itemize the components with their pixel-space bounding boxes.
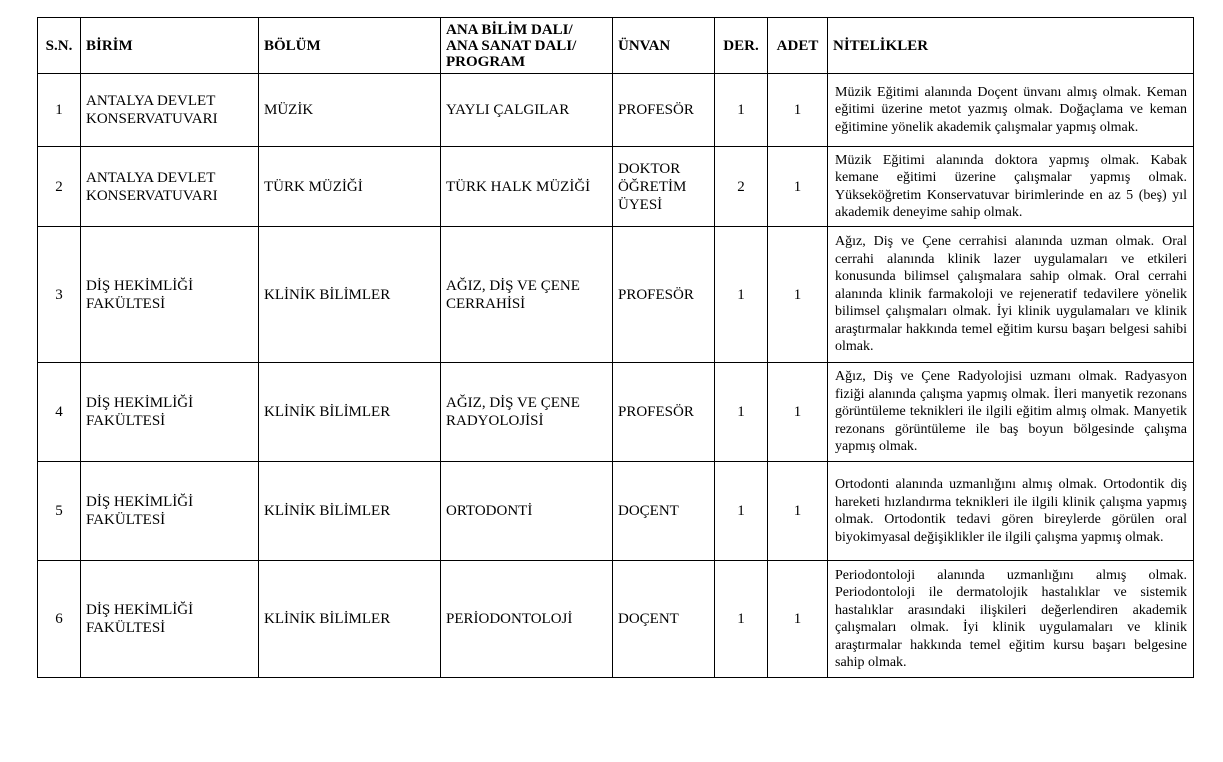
cell-sn: 6 — [38, 561, 81, 678]
cell-sn: 4 — [38, 363, 81, 462]
cell-der: 2 — [715, 147, 768, 227]
cell-bolum: KLİNİK BİLİMLER — [259, 561, 441, 678]
header-nitelikler: NİTELİKLER — [828, 18, 1194, 74]
cell-adet: 1 — [768, 74, 828, 147]
cell-nitelikler: Periodontoloji alanında uzmanlığını almış olmak. Periodontoloji ile dermatolojik hastalıklar ve sistemik hastalıklar arasındaki ilişkileri değerlendiren akademik çalışmaları olmak. İyi klinik uygulamaları ve klinik araştırmalar hakkında temel eğitim kursu başarı belgesine sahip olmak. — [828, 561, 1194, 678]
table-row — [38, 227, 1194, 363]
header-der: DER. — [715, 18, 768, 74]
cell-birim: ANTALYA DEVLET KONSERVATUVARI — [81, 147, 259, 227]
header-ana-bilim-dali: ANA BİLİM DALI/ ANA SANAT DALI/ PROGRAM — [441, 18, 613, 74]
cell-sn: 3 — [38, 227, 81, 363]
cell-nitelikler: Ortodonti alanında uzmanlığını almış olmak. Ortodontik diş hareketi hızlandırma teknikleri ile ilgili klinik çalışma yapmış olmak. Ortodontik tedavi gören bireylerde görülen oral biyokimyasal değişiklikler ile ilgili çalışma yapmış olmak. — [828, 462, 1194, 561]
header-adet: ADET — [768, 18, 828, 74]
cell-ana-bilim-dali: ORTODONTİ — [441, 462, 613, 561]
cell-ana-bilim-dali: YAYLI ÇALGILAR — [441, 74, 613, 147]
table-header-row — [38, 18, 1194, 74]
cell-der: 1 — [715, 462, 768, 561]
table-row — [38, 363, 1194, 462]
cell-der: 1 — [715, 227, 768, 363]
cell-sn: 5 — [38, 462, 81, 561]
cell-adet: 1 — [768, 147, 828, 227]
cell-adet: 1 — [768, 227, 828, 363]
cell-nitelikler: Ağız, Diş ve Çene cerrahisi alanında uzman olmak. Oral cerrahi alanında klinik lazer uygulamaları ve etkileri konusunda bilimsel çalışmalara sahip olmak. Oral cerrahi alanında klinik farmakoloji ve rejeneratif tedavilere yönelik bilimsel çalışmaları olmak. İyi klinik uygulamaları ve klinik araştırmalar hakkında temel eğitim kursu başarı belgesi sahibi olmak. — [828, 227, 1194, 363]
cell-unvan: DOÇENT — [613, 462, 715, 561]
cell-der: 1 — [715, 74, 768, 147]
table-row — [38, 462, 1194, 561]
header-bolum: BÖLÜM — [259, 18, 441, 74]
cell-unvan: DOKTOR ÖĞRETİM ÜYESİ — [613, 147, 715, 227]
cell-ana-bilim-dali: AĞIZ, DİŞ VE ÇENE CERRAHİSİ — [441, 227, 613, 363]
cell-adet: 1 — [768, 561, 828, 678]
cell-bolum: TÜRK MÜZİĞİ — [259, 147, 441, 227]
table-row — [38, 561, 1194, 678]
cell-bolum: KLİNİK BİLİMLER — [259, 227, 441, 363]
cell-nitelikler: Müzik Eğitimi alanında doktora yapmış olmak. Kabak kemane eğitimi üzerine çalışmalar yapmış olmak. Yükseköğretim Konservatuvar birimlerinde en az 5 (beş) yıl akademik deneyime sahip olmak. — [828, 147, 1194, 227]
table-row — [38, 147, 1194, 227]
cell-birim: DİŞ HEKİMLİĞİ FAKÜLTESİ — [81, 462, 259, 561]
cell-der: 1 — [715, 363, 768, 462]
cell-birim: DİŞ HEKİMLİĞİ FAKÜLTESİ — [81, 363, 259, 462]
cell-birim: DİŞ HEKİMLİĞİ FAKÜLTESİ — [81, 227, 259, 363]
header-sn: S.N. — [38, 18, 81, 74]
cell-birim: DİŞ HEKİMLİĞİ FAKÜLTESİ — [81, 561, 259, 678]
cell-unvan: PROFESÖR — [613, 227, 715, 363]
cell-nitelikler: Ağız, Diş ve Çene Radyolojisi uzmanı olmak. Radyasyon fiziği alanında çalışma yapmış olmak. İleri manyetik rezonans görüntüleme teknikleri ile ilgili eğitim almış olmak. Manyetik rezonans görüntüleme ile baş boyun bölgesinde çalışma yapmış olmak. — [828, 363, 1194, 462]
cell-bolum: MÜZİK — [259, 74, 441, 147]
cell-der: 1 — [715, 561, 768, 678]
positions-table — [37, 17, 1194, 678]
cell-unvan: PROFESÖR — [613, 363, 715, 462]
cell-sn: 1 — [38, 74, 81, 147]
cell-sn: 2 — [38, 147, 81, 227]
cell-unvan: PROFESÖR — [613, 74, 715, 147]
cell-adet: 1 — [768, 462, 828, 561]
cell-unvan: DOÇENT — [613, 561, 715, 678]
cell-ana-bilim-dali: PERİODONTOLOJİ — [441, 561, 613, 678]
cell-bolum: KLİNİK BİLİMLER — [259, 462, 441, 561]
cell-birim: ANTALYA DEVLET KONSERVATUVARI — [81, 74, 259, 147]
cell-ana-bilim-dali: TÜRK HALK MÜZİĞİ — [441, 147, 613, 227]
cell-bolum: KLİNİK BİLİMLER — [259, 363, 441, 462]
table-row — [38, 74, 1194, 147]
cell-nitelikler: Müzik Eğitimi alanında Doçent ünvanı almış olmak. Keman eğitimi üzerine metot yazmış olmak. Doğaçlama ve keman eğitimine yönelik akademik çalışmalar yapmış olmak. — [828, 74, 1194, 147]
cell-adet: 1 — [768, 363, 828, 462]
cell-ana-bilim-dali: AĞIZ, DİŞ VE ÇENE RADYOLOJİSİ — [441, 363, 613, 462]
header-unvan: ÜNVAN — [613, 18, 715, 74]
header-birim: BİRİM — [81, 18, 259, 74]
